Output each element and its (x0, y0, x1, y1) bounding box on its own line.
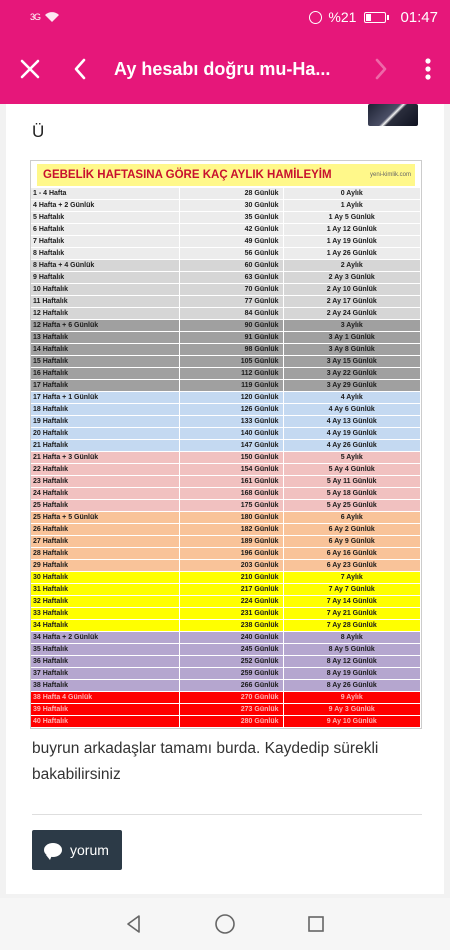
months-cell: 7 Ay 28 Günlük (283, 620, 421, 632)
months-cell: 7 Ay 7 Günlük (283, 584, 421, 596)
days-cell: 180 Günlük (179, 512, 283, 524)
more-button[interactable] (406, 34, 450, 104)
week-cell: 12 Hafta + 6 Günlük (31, 320, 179, 332)
week-cell: 37 Haftalık (31, 668, 179, 680)
week-cell: 29 Haftalık (31, 560, 179, 572)
days-cell: 84 Günlük (179, 308, 283, 320)
table-row (31, 548, 421, 560)
week-cell: 19 Haftalık (31, 416, 179, 428)
months-cell: 4 Ay 6 Günlük (283, 404, 421, 416)
week-cell: 8 Hafta + 4 Günlük (31, 260, 179, 272)
days-cell: 98 Günlük (179, 344, 283, 356)
months-cell: 8 Ay 5 Günlük (283, 644, 421, 656)
days-cell: 270 Günlük (179, 692, 283, 704)
alarm-icon (309, 11, 322, 24)
table-row (31, 404, 421, 416)
back-icon (73, 58, 87, 80)
days-cell: 150 Günlük (179, 452, 283, 464)
week-cell: 12 Haftalık (31, 308, 179, 320)
months-cell: 0 Aylık (283, 188, 421, 200)
days-cell: 168 Günlük (179, 488, 283, 500)
months-cell: 5 Ay 4 Günlük (283, 464, 421, 476)
comment-button[interactable] (32, 830, 122, 870)
days-cell: 35 Günlük (179, 212, 283, 224)
table-row (31, 248, 421, 260)
home-circle-icon[interactable] (214, 913, 236, 935)
system-nav-bar (0, 898, 450, 950)
week-cell: 34 Haftalık (31, 620, 179, 632)
week-cell: 11 Haftalık (31, 296, 179, 308)
months-cell: 6 Ay 23 Günlük (283, 560, 421, 572)
months-cell: 3 Ay 15 Günlük (283, 356, 421, 368)
days-cell: 273 Günlük (179, 704, 283, 716)
week-cell: 32 Haftalık (31, 596, 179, 608)
table-row (31, 620, 421, 632)
back-triangle-icon[interactable] (124, 914, 144, 934)
wifi-icon (44, 11, 60, 23)
close-button[interactable] (0, 34, 60, 104)
months-cell: 7 Ay 14 Günlük (283, 596, 421, 608)
days-cell: 252 Günlük (179, 656, 283, 668)
days-cell: 90 Günlük (179, 320, 283, 332)
days-cell: 231 Günlük (179, 608, 283, 620)
week-cell: 25 Haftalık (31, 500, 179, 512)
days-cell: 161 Günlük (179, 476, 283, 488)
days-cell: 42 Günlük (179, 224, 283, 236)
table-row (31, 416, 421, 428)
table-row (31, 476, 421, 488)
comment-bubble-icon (44, 843, 62, 857)
months-cell: 7 Aylık (283, 572, 421, 584)
table-row (31, 704, 421, 716)
table-row (31, 428, 421, 440)
week-cell: 6 Haftalık (31, 224, 179, 236)
week-cell: 7 Haftalık (31, 236, 179, 248)
week-cell: 10 Haftalık (31, 284, 179, 296)
days-cell: 196 Günlük (179, 548, 283, 560)
week-cell: 31 Haftalık (31, 584, 179, 596)
days-cell: 60 Günlük (179, 260, 283, 272)
week-cell: 34 Hafta + 2 Günlük (31, 632, 179, 644)
table-row (31, 464, 421, 476)
comment-button-label: yorum (70, 842, 109, 858)
table-row (31, 524, 421, 536)
pregnancy-table-image[interactable] (30, 160, 422, 729)
days-cell: 245 Günlük (179, 644, 283, 656)
table-row (31, 320, 421, 332)
days-cell: 105 Günlük (179, 356, 283, 368)
table-row (31, 668, 421, 680)
months-cell: 5 Aylık (283, 452, 421, 464)
months-cell: 9 Ay 10 Günlük (283, 716, 421, 728)
days-cell: 280 Günlük (179, 716, 283, 728)
days-cell: 154 Günlük (179, 464, 283, 476)
week-cell: 23 Haftalık (31, 476, 179, 488)
months-cell: 2 Ay 17 Günlük (283, 296, 421, 308)
week-cell: 25 Hafta + 5 Günlük (31, 512, 179, 524)
days-cell: 63 Günlük (179, 272, 283, 284)
week-cell: 38 Hafta 4 Günlük (31, 692, 179, 704)
months-cell: 4 Ay 19 Günlük (283, 428, 421, 440)
table-row (31, 212, 421, 224)
days-cell: 119 Günlük (179, 380, 283, 392)
week-cell: 28 Haftalık (31, 548, 179, 560)
status-bar (0, 0, 450, 34)
table-header (37, 164, 415, 186)
table-row (31, 260, 421, 272)
days-cell: 189 Günlük (179, 536, 283, 548)
days-cell: 217 Günlük (179, 584, 283, 596)
days-cell: 120 Günlük (179, 392, 283, 404)
week-cell: 13 Haftalık (31, 332, 179, 344)
week-cell: 35 Haftalık (31, 644, 179, 656)
days-cell: 259 Günlük (179, 668, 283, 680)
days-cell: 210 Günlük (179, 572, 283, 584)
days-cell: 49 Günlük (179, 236, 283, 248)
months-cell: 4 Ay 13 Günlük (283, 416, 421, 428)
table-row (31, 680, 421, 692)
pregnancy-table (31, 188, 421, 728)
table-row (31, 344, 421, 356)
week-cell: 21 Haftalık (31, 440, 179, 452)
months-cell: 3 Ay 1 Günlük (283, 332, 421, 344)
week-cell: 1 - 4 Hafta (31, 188, 179, 200)
post-card (6, 104, 444, 894)
table-row (31, 488, 421, 500)
months-cell: 8 Aylık (283, 632, 421, 644)
months-cell: 2 Ay 24 Günlük (283, 308, 421, 320)
months-cell: 8 Ay 26 Günlük (283, 680, 421, 692)
months-cell: 4 Aylık (283, 392, 421, 404)
forward-button[interactable] (356, 34, 406, 104)
months-cell: 3 Ay 8 Günlük (283, 344, 421, 356)
week-cell: 30 Haftalık (31, 572, 179, 584)
week-cell: 22 Haftalık (31, 464, 179, 476)
table-row (31, 236, 421, 248)
days-cell: 175 Günlük (179, 500, 283, 512)
week-cell: 17 Haftalık (31, 380, 179, 392)
months-cell: 2 Ay 3 Günlük (283, 272, 421, 284)
table-row (31, 356, 421, 368)
week-cell: 5 Haftalık (31, 212, 179, 224)
months-cell: 5 Ay 18 Günlük (283, 488, 421, 500)
week-cell: 39 Haftalık (31, 704, 179, 716)
months-cell: 6 Ay 9 Günlük (283, 536, 421, 548)
table-row (31, 296, 421, 308)
week-cell: 14 Haftalık (31, 344, 179, 356)
days-cell: 30 Günlük (179, 200, 283, 212)
table-row (31, 380, 421, 392)
battery-percent: %21 (328, 9, 357, 25)
close-icon (20, 59, 40, 79)
months-cell: 9 Ay 3 Günlük (283, 704, 421, 716)
table-row (31, 656, 421, 668)
months-cell: 5 Ay 11 Günlük (283, 476, 421, 488)
days-cell: 70 Günlük (179, 284, 283, 296)
table-row (31, 716, 421, 728)
months-cell: 3 Aylık (283, 320, 421, 332)
table-row (31, 224, 421, 236)
table-row (31, 368, 421, 380)
more-icon (425, 58, 431, 80)
days-cell: 240 Günlük (179, 632, 283, 644)
table-row (31, 452, 421, 464)
clock: 01:47 (400, 8, 438, 26)
recents-square-icon[interactable] (306, 914, 326, 934)
week-cell: 27 Haftalık (31, 536, 179, 548)
months-cell: 8 Ay 19 Günlük (283, 668, 421, 680)
months-cell: 6 Ay 2 Günlük (283, 524, 421, 536)
table-source: yeni-kimlik.com (369, 172, 411, 178)
days-cell: 238 Günlük (179, 620, 283, 632)
months-cell: 7 Ay 21 Günlük (283, 608, 421, 620)
table-row (31, 584, 421, 596)
months-cell: 8 Ay 12 Günlük (283, 656, 421, 668)
months-cell: 2 Ay 10 Günlük (283, 284, 421, 296)
signal-icon: 3G (30, 12, 41, 22)
table-row (31, 500, 421, 512)
week-cell: 18 Haftalık (31, 404, 179, 416)
days-cell: 140 Günlük (179, 428, 283, 440)
days-cell: 77 Günlük (179, 296, 283, 308)
days-cell: 126 Günlük (179, 404, 283, 416)
table-row (31, 632, 421, 644)
days-cell: 182 Günlük (179, 524, 283, 536)
months-cell: 1 Ay 5 Günlük (283, 212, 421, 224)
table-row (31, 440, 421, 452)
months-cell: 3 Ay 29 Günlük (283, 380, 421, 392)
months-cell: 5 Ay 25 Günlük (283, 500, 421, 512)
week-cell: 33 Haftalık (31, 608, 179, 620)
app-bar (0, 34, 450, 104)
week-cell: 21 Hafta + 3 Günlük (31, 452, 179, 464)
week-cell: 17 Hafta + 1 Günlük (31, 392, 179, 404)
months-cell: 1 Ay 12 Günlük (283, 224, 421, 236)
months-cell: 6 Aylık (283, 512, 421, 524)
table-row (31, 284, 421, 296)
table-row (31, 392, 421, 404)
days-cell: 112 Günlük (179, 368, 283, 380)
forward-icon (374, 58, 388, 80)
week-cell: 24 Haftalık (31, 488, 179, 500)
week-cell: 20 Haftalık (31, 428, 179, 440)
table-row (31, 644, 421, 656)
table-row (31, 332, 421, 344)
battery-icon (364, 12, 386, 23)
week-cell: 15 Haftalık (31, 356, 179, 368)
days-cell: 133 Günlük (179, 416, 283, 428)
week-cell: 36 Haftalık (31, 656, 179, 668)
week-cell: 8 Haftalık (31, 248, 179, 260)
months-cell: 1 Ay 26 Günlük (283, 248, 421, 260)
table-row (31, 596, 421, 608)
table-row (31, 536, 421, 548)
months-cell: 2 Aylık (283, 260, 421, 272)
week-cell: 9 Haftalık (31, 272, 179, 284)
months-cell: 9 Aylık (283, 692, 421, 704)
back-button[interactable] (60, 34, 100, 104)
days-cell: 91 Günlük (179, 332, 283, 344)
week-cell: 16 Haftalık (31, 368, 179, 380)
months-cell: 3 Ay 22 Günlük (283, 368, 421, 380)
days-cell: 203 Günlük (179, 560, 283, 572)
months-cell: 1 Aylık (283, 200, 421, 212)
table-row (31, 560, 421, 572)
table-row (31, 572, 421, 584)
post-body-text: buyrun arkadaşlar tamamı burda. Kaydedip sürekli bakabilirsiniz (32, 740, 379, 783)
table-row (31, 272, 421, 284)
table-row (31, 608, 421, 620)
table-title: GEBELİK HAFTASINA GÖRE KAÇ AYLIK HAMİLEYİM (43, 169, 332, 181)
week-cell: 4 Hafta + 2 Günlük (31, 200, 179, 212)
author-avatar[interactable] (368, 104, 418, 126)
week-cell: 40 Haftalık (31, 716, 179, 728)
months-cell: 1 Ay 19 Günlük (283, 236, 421, 248)
divider (32, 814, 422, 815)
months-cell: 6 Ay 16 Günlük (283, 548, 421, 560)
week-cell: 38 Haftalık (31, 680, 179, 692)
days-cell: 56 Günlük (179, 248, 283, 260)
page-title: Ay hesabı doğru mu-Ha... (114, 58, 331, 79)
post-partial-text: Ü (32, 122, 45, 141)
table-row (31, 692, 421, 704)
months-cell: 4 Ay 26 Günlük (283, 440, 421, 452)
table-row (31, 200, 421, 212)
table-row (31, 308, 421, 320)
week-cell: 26 Haftalık (31, 524, 179, 536)
table-row (31, 512, 421, 524)
days-cell: 266 Günlük (179, 680, 283, 692)
table-row (31, 188, 421, 200)
days-cell: 224 Günlük (179, 596, 283, 608)
days-cell: 28 Günlük (179, 188, 283, 200)
days-cell: 147 Günlük (179, 440, 283, 452)
